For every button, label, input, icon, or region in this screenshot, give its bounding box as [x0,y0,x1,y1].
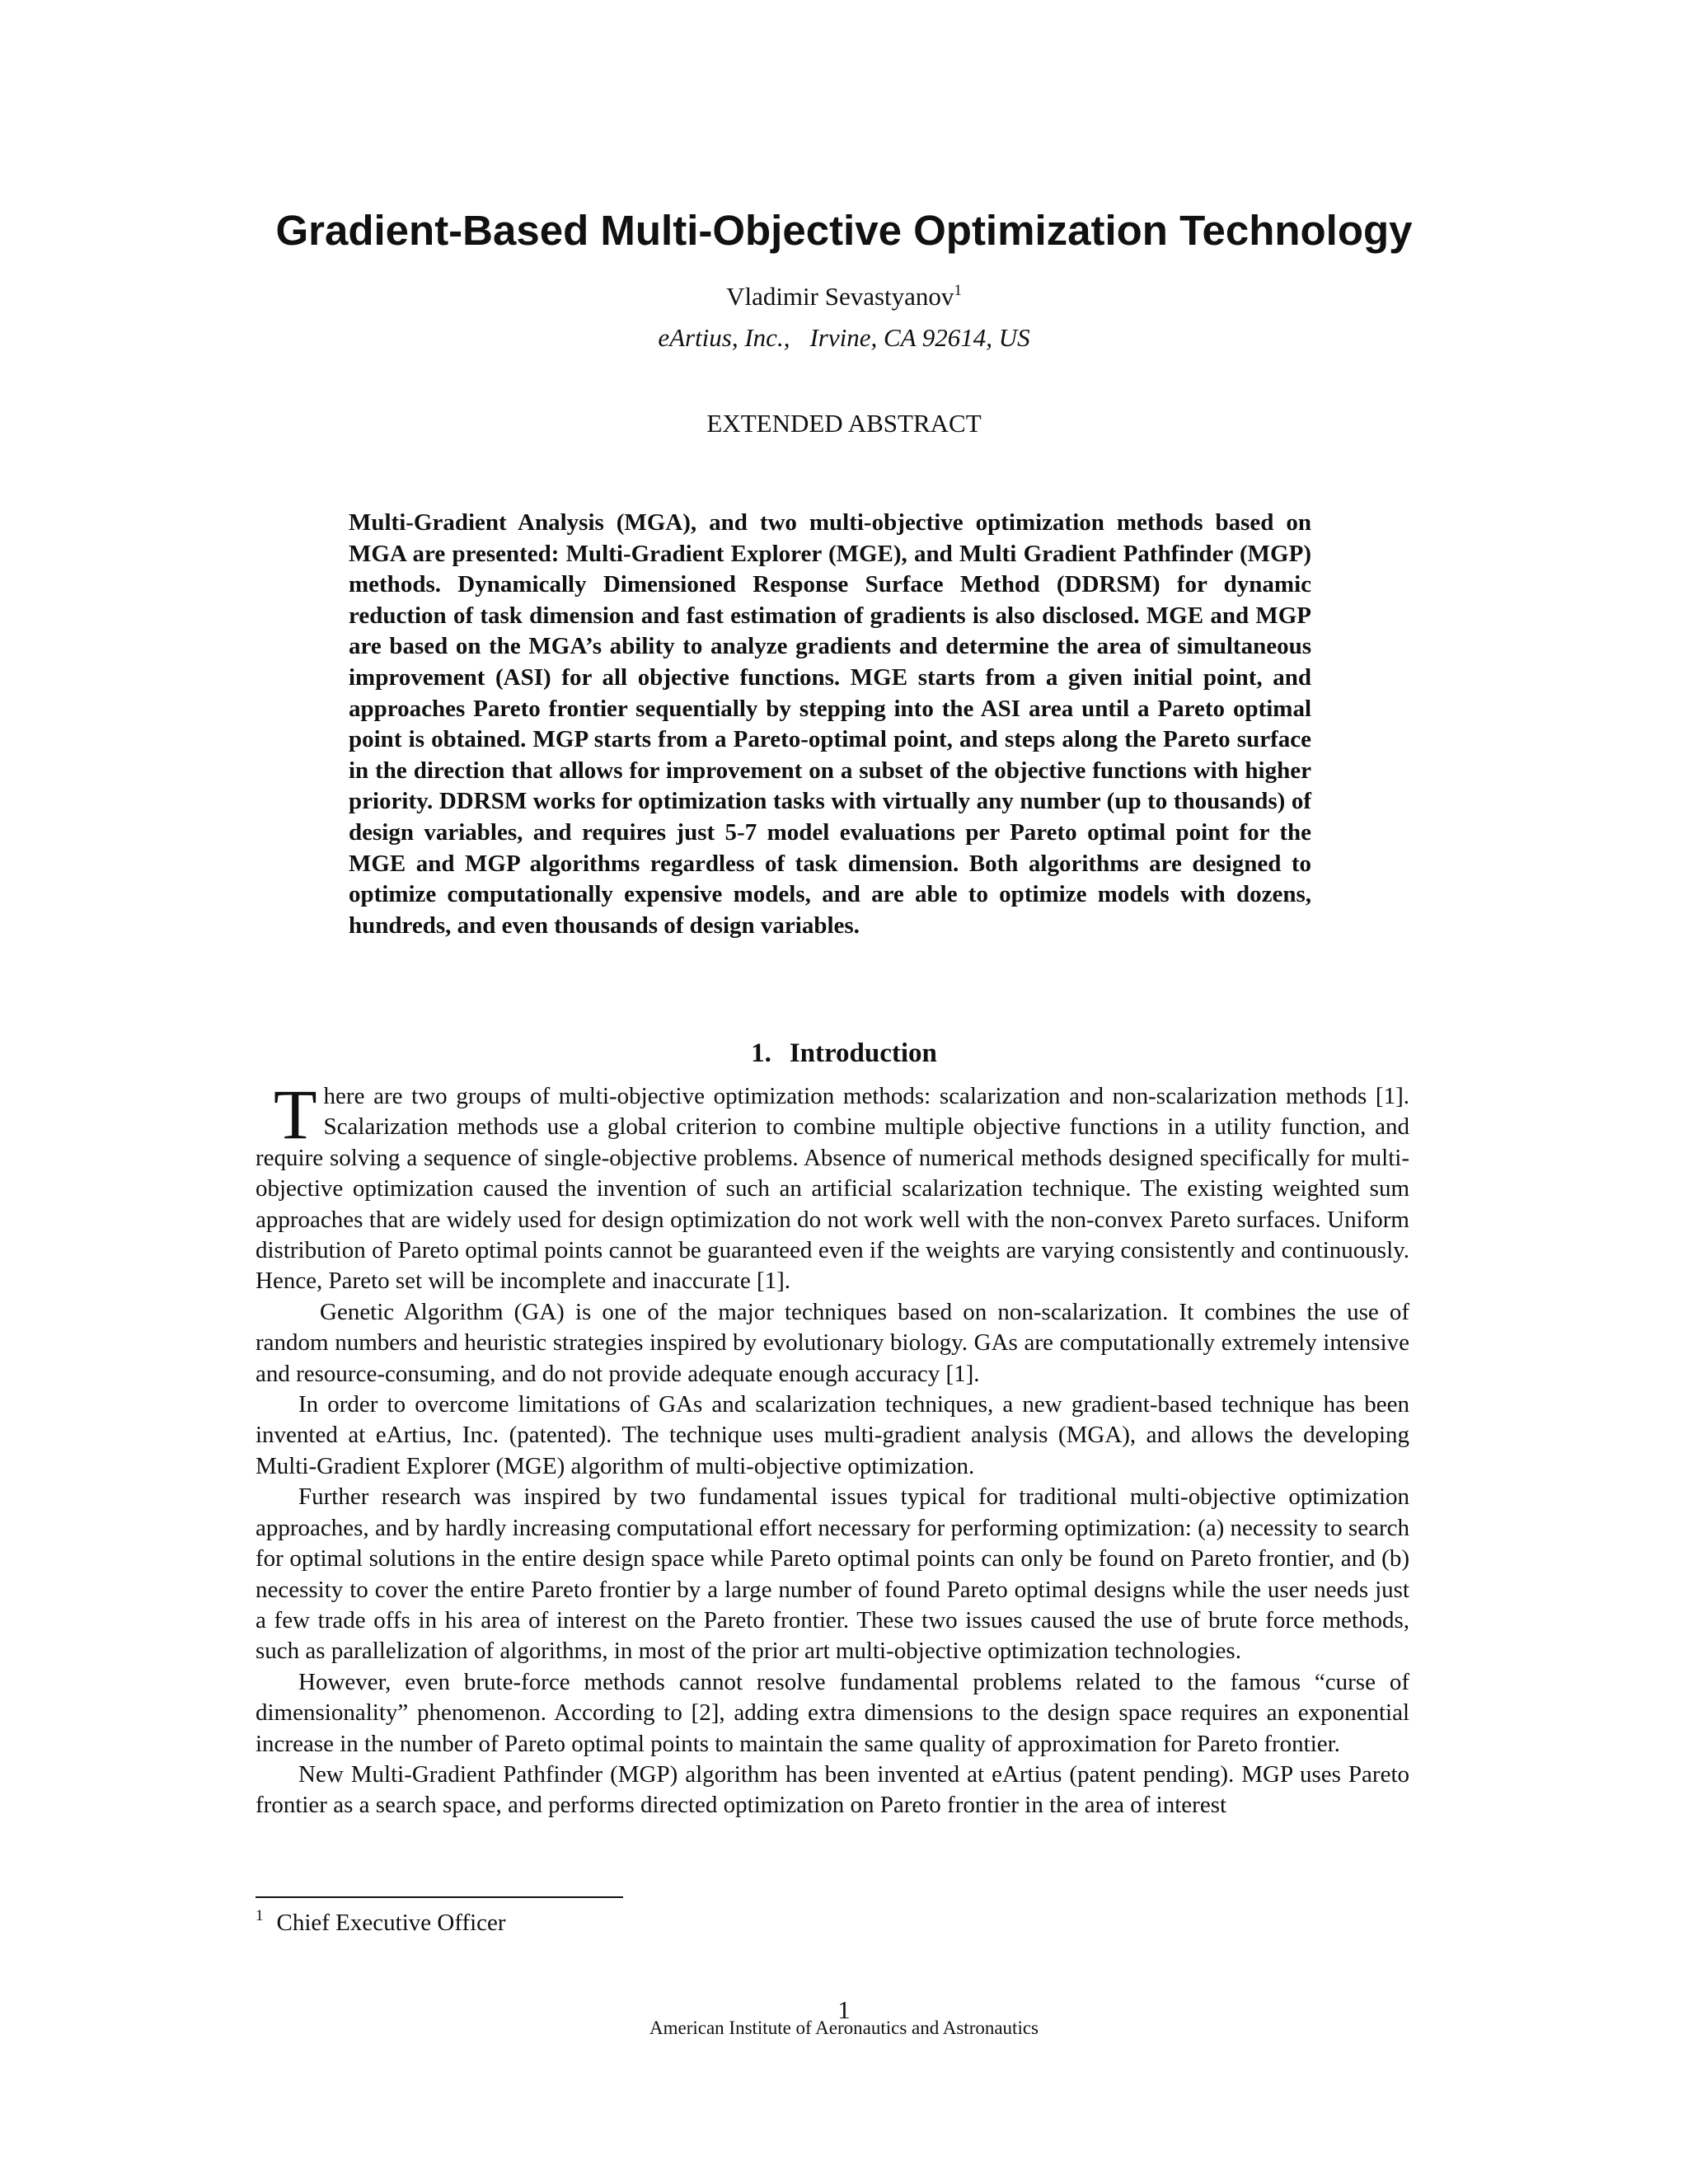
author-footnote-mark: 1 [954,282,962,299]
page-number: 1 [837,1995,851,2024]
intro-paragraph-4: Further research was inspired by two fundamental issues typical for traditional multi-objective optimization approaches, and by hardly increasing computational effort necessary for performing optimization: (a) necessity to search for optimal solutions in the entire design space while Pareto optimal points can only be found on Pareto frontier, and (b) necessity to cover the entire Pareto frontier by a large number of found Pareto optimal designs while the user needs just a few trade offs in his area of interest on the Pareto frontier. These two issues caused the use of brute force methods, such as parallelization of algorithms, in most of the prior art multi-objective optimization technologies. [256,1483,1409,1665]
drop-cap-letter: T [274,1075,317,1154]
intro-paragraph-6: New Multi-Gradient Pathfinder (MGP) algorithm has been invented at eArtius (patent pending). MGP uses Pareto frontier as a search space, and performs directed optimization on Pareto frontier in the area of interest [256,1760,1409,1819]
affiliation-company: eArtius, Inc., [658,323,790,352]
abstract-text: Multi-Gradient Analysis (MGA), and two multi-objective optimization methods based on MGA are presented: Multi-Gradient Explorer (MGE), and Multi Gradient Pathfinder (MGP) methods. Dynamically Dimensioned Response Surface Method (DDRSM) for dynamic reduction of task dimension and fast estimation of gradients is also disclosed. MGE and MGP are based on the MGA’s ability to analyze gradients and determine the area of simultaneous improvement (ASI) for all objective functions. MGE starts from a given initial point, and approaches Pareto frontier sequentially by stepping into the ASI area until a Pareto optimal point is obtained. MGP starts from a Pareto-optimal point, and steps along the Pareto surface in the direction that allows for improvement on a subset of the objective functions with higher priority. DDRSM works for optimization tasks with virtually any number (up to thousands) of design variables, and requires just 5-7 model evaluations per Pareto optimal point for the MGE and MGP algorithms regardless of task dimension. Both algorithms are designed to optimize computationally expensive models, and are able to optimize models with dozens, hundreds, and even thousands of design variables. [349,509,1311,939]
extended-abstract-label: EXTENDED ABSTRACT [706,409,982,438]
intro-paragraph-3: In order to overcome limitations of GAs and scalarization techniques, a new gradient-based technique has been invented at eArtius, Inc. (patented). The technique uses multi-gradient analysis (MGA), and allows the developing Multi-Gradient Explorer (MGE) algorithm of multi-objective optimization. [256,1391,1409,1479]
journal-footer: American Institute of Aeronautics and Astronautics [649,2018,1039,2038]
paper-title: Gradient-Based Multi-Objective Optimization Technology [275,207,1413,254]
footnote-divider [256,1896,623,1898]
author-name: Vladimir Sevastyanov [726,282,954,311]
intro-paragraph-1-text: here are two groups of multi-objective optimization methods: scalarization and non-scalarization methods [1]. Scalarization methods use a global criterion to combine multiple objective functions in a utility function, and require solving a sequence of single-objective problems. Absence of numerical methods designed specifically for multi-objective optimization caused the invention of such an artificial scalarization technique. The existing weighted sum approaches that are widely used for design optimization do not work well with the non-convex Pareto surfaces. Uniform distribution of Pareto optimal points cannot be guaranteed even if the weights are varying consistently and continuously. Hence, Pareto set will be incomplete and inaccurate [1]. [256,1083,1409,1295]
section-heading-introduction [0,1037,1688,1070]
section-number: 1. [751,1038,771,1068]
intro-paragraph-1 [256,1075,1409,1297]
author-line [0,280,1688,313]
introduction-body [256,1075,1409,1821]
intro-paragraph-5: However, even brute-force methods cannot resolve fundamental problems related to the famous “curse of dimensionality” phenomenon. According to [2], adding extra dimensions to the design space requires an exponential increase in the number of Pareto optimal points to maintain the same quality of approximation for Pareto frontier. [256,1668,1409,1757]
author-affiliation [0,321,1688,354]
section-title: Introduction [789,1038,937,1068]
intro-paragraph-2: Genetic Algorithm (GA) is one of the major techniques based on non-scalarization. It combines the use of random numbers and heuristic strategies inspired by evolutionary biology. GAs are computationally extremely intensive and resource-consuming, and do not provide adequate enough accuracy [1]. [256,1298,1409,1387]
footnote [256,1907,506,1938]
footnote-mark: 1 [256,1907,264,1924]
affiliation-location: Irvine, CA 92614, US [809,323,1030,352]
footnote-text: Chief Executive Officer [276,1910,506,1936]
